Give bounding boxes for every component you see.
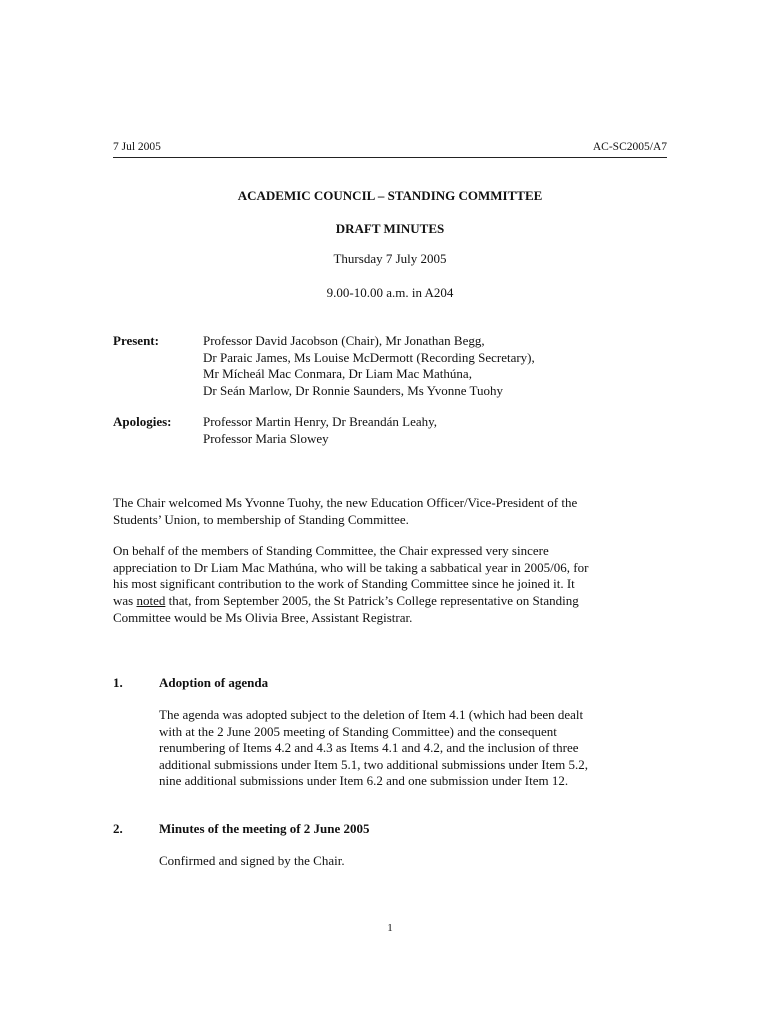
item-body-line: with at the 2 June 2005 meeting of Standing Committee) and the consequent [159, 723, 557, 739]
item-title: Minutes of the meeting of 2 June 2005 [159, 821, 370, 836]
welcome-line: Students’ Union, to membership of Standing Committee. [113, 511, 409, 527]
apologies-label: Apologies: [113, 414, 172, 429]
header-reference: AC-SC2005/A7 [592, 141, 667, 153]
item-body [159, 707, 679, 790]
noted-underlined: noted [136, 593, 166, 609]
appreciation-line: appreciation to Dr Liam Mac Mathúna, who will be taking a sabbatical year in 2005/06, for [113, 559, 589, 575]
meeting-day: Thursday 7 July 2005 [333, 251, 447, 266]
apologies-list [203, 414, 437, 447]
appreciation-text: was [113, 593, 137, 609]
item-body-line: additional submissions under Item 5.1, two additional submissions under Item 5.2, [159, 756, 588, 772]
appreciation-line: Committee would be Ms Olivia Bree, Assistant Registrar. [113, 609, 413, 625]
item-body-line: nine additional submissions under Item 6.2 and one submission under Item 12. [159, 773, 569, 788]
item-number: 2. [113, 821, 123, 836]
apologies-line: Professor Maria Slowey [203, 430, 329, 446]
document-title: ACADEMIC COUNCIL – STANDING COMMITTEE [237, 188, 543, 203]
present-line: Mr Mícheál Mac Conmara, Dr Liam Mac Mathúna, [203, 366, 472, 381]
present-line: Professor David Jacobson (Chair), Mr Jonathan Begg, [203, 333, 485, 348]
header-date: 7 Jul 2005 [113, 141, 161, 153]
present-line: Dr Paraic James, Ms Louise McDermott (Recording Secretary), [203, 349, 535, 365]
meeting-time: 9.00-10.00 a.m. in A204 [326, 285, 454, 300]
welcome-paragraph [113, 495, 673, 528]
present-line: Dr Seán Marlow, Dr Ronnie Saunders, Ms Yvonne Tuohy [203, 382, 503, 398]
item-body-line: Confirmed and signed by the Chair. [159, 853, 345, 868]
item-number: 1. [113, 675, 123, 690]
appreciation-text: that, from September 2005, the St Patrick’s College representative on Standing [165, 593, 579, 609]
appreciation-line [113, 593, 673, 610]
welcome-line: The Chair welcomed Ms Yvonne Tuohy, the new Education Officer/Vice-President of the [113, 495, 578, 510]
apologies-line: Professor Martin Henry, Dr Breandán Leahy, [203, 414, 438, 429]
appreciation-line: On behalf of the members of Standing Committee, the Chair expressed very sincere [113, 543, 549, 558]
page-number: 1 [387, 922, 393, 934]
item-body-line: renumbering of Items 4.2 and 4.3 as Items 4.1 and 4.2, and the inclusion of three [159, 740, 579, 755]
appreciation-line: his most significant contribution to the work of Standing Committee since he joined it. It [113, 576, 575, 592]
present-label: Present: [113, 333, 159, 348]
appreciation-paragraph [113, 543, 673, 627]
present-list [203, 333, 535, 399]
document-subtitle: DRAFT MINUTES [335, 221, 445, 236]
item-title: Adoption of agenda [159, 675, 269, 690]
item-body-line: The agenda was adopted subject to the deletion of Item 4.1 (which had been dealt [159, 707, 584, 722]
item-body [159, 853, 679, 870]
page-header [113, 141, 667, 158]
